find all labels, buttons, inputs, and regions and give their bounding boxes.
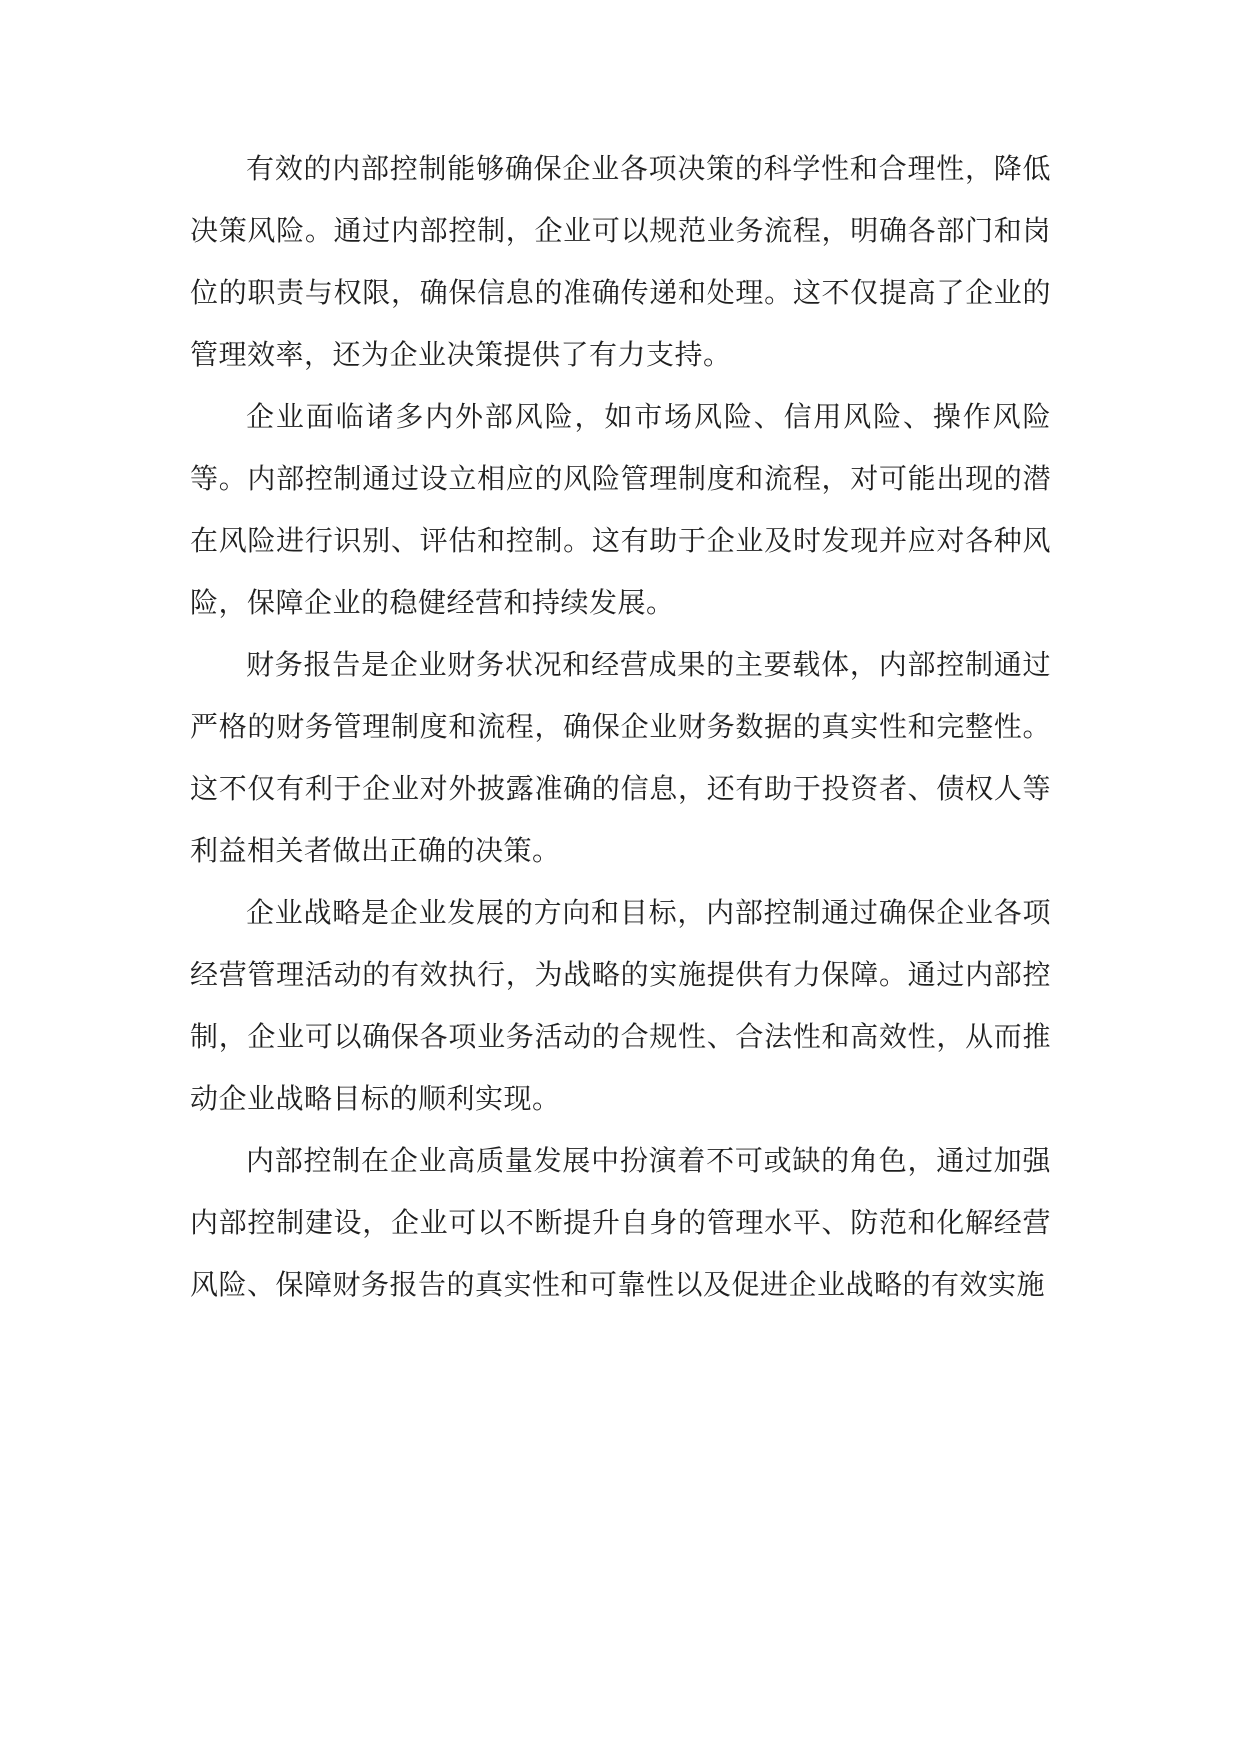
paragraph-decision-control: 有效的内部控制能够确保企业各项决策的科学性和合理性，降低决策风险。通过内部控制，企业可以规范业务流程，明确各部门和岗位的职责与权限，确保信息的准确传递和处理。这不仅提高了企业的管理效率，还为企业决策提供了有力支持。 xyxy=(190,152,1051,371)
paragraph-corporate-strategy: 企业战略是企业发展的方向和目标，内部控制通过确保企业各项经营管理活动的有效执行，为战略的实施提供有力保障。通过内部控制，企业可以确保各项业务活动的合规性、合法性和高效性，从而推动企业战略目标的顺利实现。 xyxy=(190,896,1051,1115)
paragraph-financial-reporting: 财务报告是企业财务状况和经营成果的主要载体，内部控制通过严格的财务管理制度和流程，确保企业财务数据的真实性和完整性。这不仅有利于企业对外披露准确的信息，还有助于投资者、债权人等利益相关者做出正确的决策。 xyxy=(190,648,1051,867)
paragraph-conclusion: 内部控制在企业高质量发展中扮演着不可或缺的角色，通过加强内部控制建设，企业可以不断提升自身的管理水平、防范和化解经营风险、保障财务报告的真实性和可靠性以及促进企业战略的有效实施 xyxy=(190,1144,1051,1301)
document-body xyxy=(190,138,1051,1316)
paragraph-risk-management: 企业面临诸多内外部风险，如市场风险、信用风险、操作风险等。内部控制通过设立相应的风险管理制度和流程，对可能出现的潜在风险进行识别、评估和控制。这有助于企业及时发现并应对各种风险，保障企业的稳健经营和持续发展。 xyxy=(190,400,1051,619)
